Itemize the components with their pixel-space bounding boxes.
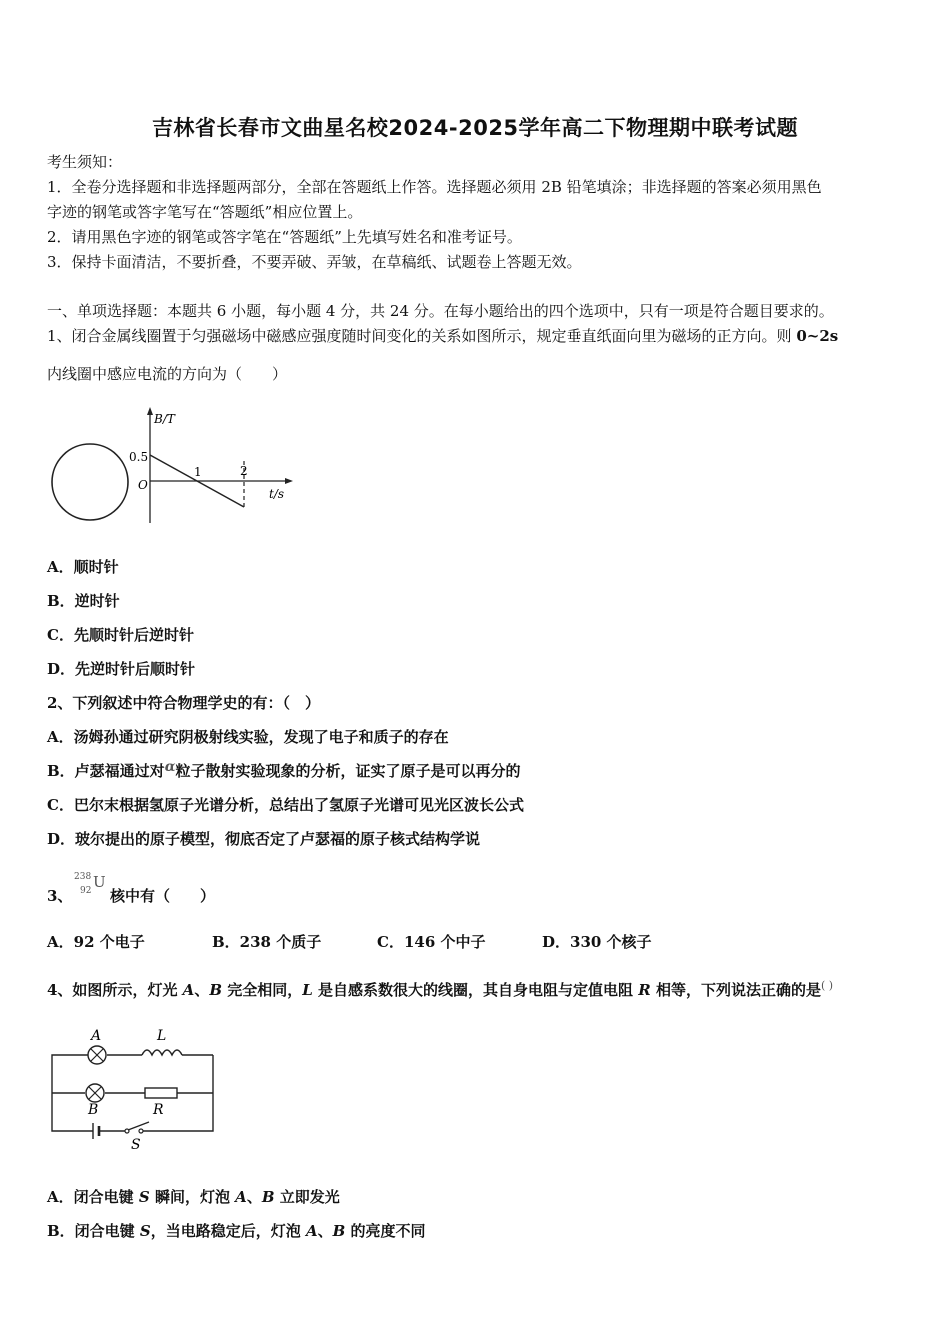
inductor-coil (142, 1050, 182, 1055)
q4-a-post: 立即发光 (274, 1188, 340, 1206)
q4-circuit (45, 1023, 225, 1153)
q1-figure (47, 405, 307, 535)
q2-option-b-pre: B．卢瑟福通过对 (47, 762, 165, 780)
q3-atomic-number: 92 (80, 886, 92, 896)
q4-b-post: 的亮度不同 (345, 1222, 426, 1240)
y-value-label: 0.5 (129, 450, 149, 464)
q1-stem-text: 1、闭合金属线圈置于匀强磁场中磁感应强度随时间变化的关系如图所示，规定垂直纸面向里为磁场的正方向。则 (47, 327, 797, 345)
q1-time-range: 0~2s (796, 327, 839, 345)
q1-option-d[interactable]: D．先逆时针后顺时针 (47, 660, 196, 678)
q4-answer-bracket: ( ) (820, 979, 834, 992)
q3-mass-number: 238 (74, 872, 92, 882)
q1-stem-line1 (47, 326, 838, 346)
q1-option-c[interactable]: C．先顺时针后逆时针 (47, 626, 194, 644)
q4-b-pre: B．闭合电键 (47, 1222, 140, 1240)
q3-option-a[interactable]: A．92 个电子 (47, 933, 145, 951)
q2-option-b[interactable] (47, 760, 520, 781)
notice-heading: 考生须知： (47, 153, 123, 171)
alpha-symbol: α (164, 759, 176, 775)
q3-option-d[interactable]: D．330 个核子 (542, 933, 652, 951)
x-axis-arrow (285, 478, 293, 484)
q4-stem-p4: 是自感系数很大的线圈，其自身电阻与定值电阻 (312, 981, 639, 999)
q4-stem-p5: 相等，下列说法正确的是 (650, 981, 821, 999)
q4-a-sep: 、 (246, 1188, 262, 1206)
notice-line-1a: 1．全卷分选择题和非选择题两部分，全部在答题纸上作答。选择题必须用 2B 铅笔填涂；非选择题的答案必须用黑色 (47, 178, 822, 196)
q4-b-lamp-b: B (332, 1222, 346, 1240)
q2-stem: 2、下列叙述中符合物理学史的有：（ ） (47, 694, 320, 712)
lamp-b-label: B (88, 1102, 99, 1118)
q3-option-b[interactable]: B．238 个质子 (212, 933, 322, 951)
q4-b-lamp-a: A (305, 1222, 318, 1240)
q4-stem-a: A (182, 981, 195, 999)
t1-label: 1 (194, 465, 202, 479)
q2-option-c[interactable]: C．巴尔末根据氢原子光谱分析，总结出了氢原子光谱可见光区波长公式 (47, 796, 524, 814)
notice-line-2: 2．请用黑色字迹的钢笔或答字笔在“答题纸”上先填写姓名和准考证号。 (47, 228, 522, 246)
t2-label: 2 (240, 464, 248, 478)
resistor-label: R (153, 1102, 164, 1118)
q3-number: 3、 (47, 887, 73, 905)
q3-stem: 核中有（ ） (110, 887, 216, 905)
y-axis-arrow (147, 407, 153, 415)
q4-a-pre: A．闭合电键 (47, 1188, 139, 1206)
q4-a-s: S (138, 1188, 150, 1206)
x-axis-label: t/s (269, 487, 285, 501)
q4-stem-p2: 、 (194, 981, 210, 999)
q3-element-symbol: U (93, 873, 106, 891)
switch-contact-2 (139, 1129, 143, 1133)
lamp-b (86, 1084, 104, 1102)
q4-stem-l: L (302, 981, 313, 999)
lamp-a (88, 1046, 106, 1064)
switch-blade (128, 1122, 149, 1130)
notice-line-1b: 字迹的钢笔或答字笔写在“答题纸”相应位置上。 (47, 203, 363, 221)
q4-stem (47, 979, 833, 1000)
q4-stem-p3: 完全相同， (222, 981, 303, 999)
q4-a-mid: 瞬间，灯泡 (149, 1188, 236, 1206)
section-heading: 一、单项选择题：本题共 6 小题，每小题 4 分，共 24 分。在每小题给出的四个选项中，只有一项是符合题目要求的。 (47, 302, 834, 320)
q4-b-mid: ，当电路稳定后，灯泡 (150, 1222, 306, 1240)
notice-line-3: 3．保持卡面清洁，不要折叠，不要弄破、弄皱，在草稿纸、试题卷上答题无效。 (47, 253, 582, 271)
q4-a-lamp-a: A (235, 1188, 247, 1206)
q4-option-a[interactable] (47, 1186, 340, 1207)
q2-option-a[interactable]: A．汤姆孙通过研究阴极射线实验，发现了电子和质子的存在 (47, 728, 449, 746)
origin-label: O (138, 478, 148, 492)
y-axis-label: B/T (154, 412, 175, 426)
q4-stem-b: B (209, 981, 223, 999)
q2-option-b-post: 粒子散射实验现象的分析，证实了原子是可以再分的 (175, 762, 521, 780)
q4-b-s: S (139, 1222, 151, 1240)
coil-circle (52, 444, 128, 520)
q4-b-sep: 、 (317, 1222, 333, 1240)
q4-stem-r: R (638, 981, 651, 999)
q2-option-d[interactable]: D．玻尔提出的原子模型，彻底否定了卢瑟福的原子核式结构学说 (47, 830, 481, 848)
q1-stem-line2: 内线圈中感应电流的方向为（ ） (47, 365, 288, 383)
switch-label: S (131, 1137, 141, 1153)
q4-a-lamp-b: B (261, 1188, 275, 1206)
page-title: 吉林省长春市文曲星名校2024-2025学年高二下物理期中联考试题 (151, 116, 799, 140)
inductor-label: L (157, 1028, 167, 1044)
q4-option-b[interactable] (47, 1220, 426, 1241)
resistor (145, 1088, 177, 1098)
lamp-a-label: A (91, 1028, 102, 1044)
q1-option-b[interactable]: B．逆时针 (47, 592, 120, 610)
q1-option-a[interactable]: A．顺时针 (47, 558, 119, 576)
q3-option-c[interactable]: C．146 个中子 (377, 933, 486, 951)
q4-stem-p1: 4、如图所示，灯光 (47, 981, 183, 999)
